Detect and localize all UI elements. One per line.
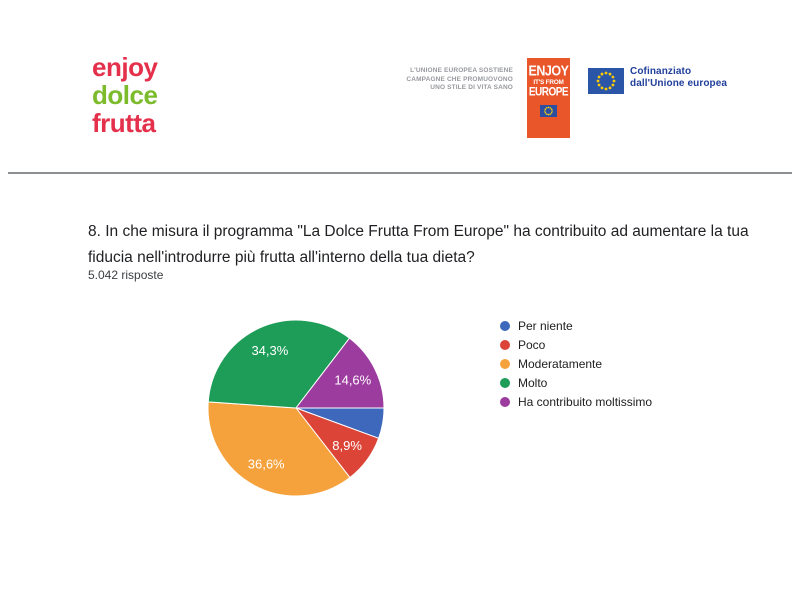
- question-title: 8. In che misura il programma "La Dolce Frutta From Europe" ha contribuito ad aumentare la tua fiducia nell'introdurre più frutta all'interno della tua dieta?: [88, 223, 749, 266]
- legend-row-per-niente: [500, 316, 652, 335]
- header-divider: [8, 172, 792, 174]
- eu-mini-flag-icon: [540, 105, 557, 117]
- cofinance-line-1: Cofinanziato: [630, 66, 692, 77]
- eu-disclaimer-line: L'UNIONE EUROPEA SOSTIENE: [410, 67, 513, 74]
- cofinance-label: [630, 66, 727, 89]
- legend-label: Moderatamente: [518, 356, 603, 371]
- pie-slice-value-label: 14,6%: [334, 372, 372, 388]
- eu-disclaimer-text: [343, 67, 513, 93]
- eu-flag-icon: [588, 68, 624, 94]
- cofinance-line-2: dall'Unione europea: [630, 77, 728, 89]
- legend-color-dot: [500, 340, 510, 350]
- badge-line-enjoy: ENJOY: [528, 62, 569, 79]
- eu-disclaimer-line: CAMPAGNE CHE PROMUOVONO: [406, 75, 513, 83]
- logo-line-frutta: frutta: [92, 108, 156, 138]
- enjoy-its-from-europe-badge: [527, 58, 570, 138]
- legend-label: Molto: [518, 375, 548, 390]
- responses-count: 5.042 risposte: [88, 268, 164, 282]
- legend-row-ha-contribuito-moltissimo: [500, 392, 652, 411]
- pie-slice-value-label: 34,3%: [251, 342, 289, 358]
- legend-label: Ha contribuito moltissimo: [518, 394, 653, 409]
- badge-line-from: IT'S FROM: [533, 79, 564, 86]
- pie-slice-value-label: 36,6%: [247, 456, 285, 472]
- legend-label: Per niente: [518, 318, 573, 333]
- logo-line-enjoy: enjoy: [92, 52, 158, 82]
- legend-row-moderatamente: [500, 354, 652, 373]
- pie-slice-value-label: 8,9%: [332, 437, 362, 453]
- legend-color-dot: [500, 397, 510, 407]
- badge-line-europe: EUROPE: [528, 86, 569, 99]
- eu-disclaimer-line: UNO STILE DI VITA SANO: [430, 84, 513, 92]
- logo-line-dolce: dolce: [92, 80, 158, 110]
- legend-color-dot: [500, 359, 510, 369]
- legend-label: Poco: [518, 337, 546, 352]
- legend-color-dot: [500, 321, 510, 331]
- legend-row-poco: [500, 335, 652, 354]
- chart-legend: [500, 316, 652, 411]
- pie-chart-svg: [206, 318, 386, 498]
- legend-row-molto: [500, 373, 652, 392]
- pie-chart: [206, 318, 386, 498]
- legend-color-dot: [500, 378, 510, 388]
- brand-logo: [92, 53, 157, 137]
